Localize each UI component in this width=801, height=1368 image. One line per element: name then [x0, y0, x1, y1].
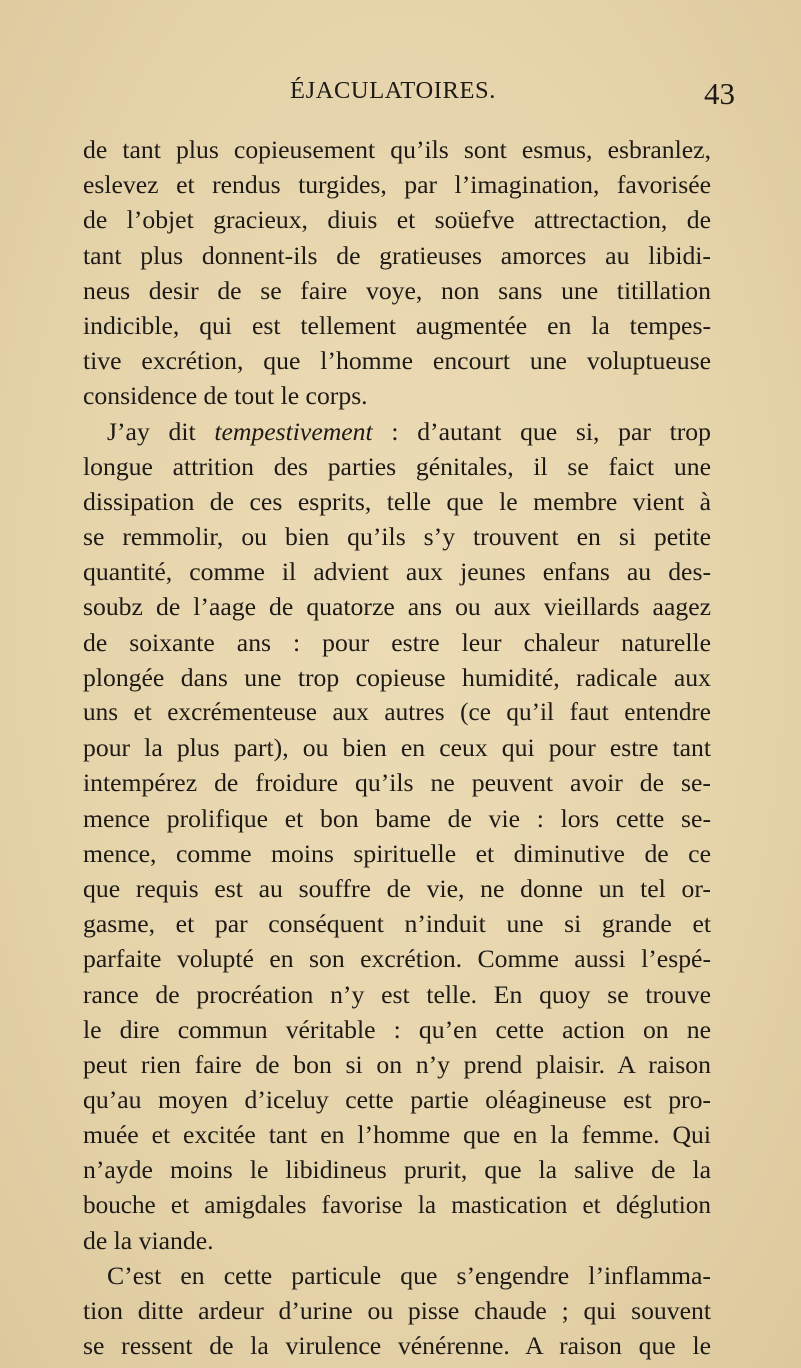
text-line: gasme, et par conséquent n’induit une si grande et — [83, 909, 711, 939]
text-line: peut rien faire de bon si on n’y prend plaisir. A raison — [83, 1049, 711, 1079]
text-line: soubz de l’aage de quatorze ans ou aux vieillards aagez — [83, 592, 711, 622]
text-line: bouche et amigdales favorise la mastication et déglution — [83, 1191, 711, 1219]
text-line: que requis est au souffre de vie, ne donne un tel or- — [83, 873, 711, 903]
text-line: considence de tout le corps. — [83, 381, 368, 411]
text-line: se remmolir, ou bien qu’ils s’y trouvent en si petite — [83, 522, 711, 552]
text-line: n’ayde moins le libidineus prurit, que la salive de la — [83, 1155, 711, 1185]
text-line: tive excrétion, que l’homme encourt une voluptueuse — [83, 346, 711, 376]
text-line: longue attrition des parties génitales, il se faict une — [83, 451, 711, 481]
text-line: de l’objet gracieux, diuis et soüefve attrectaction, de — [83, 205, 711, 235]
text-line: mence, comme moins spirituelle et diminutive de ce — [83, 838, 711, 868]
text-line: de soixante ans : pour estre leur chaleur naturelle — [83, 627, 711, 657]
text-line: uns et excrémenteuse aux autres (ce qu’il faut entendre — [83, 699, 711, 726]
text-line: intempérez de froidure qu’ils ne peuvent avoir de se- — [83, 768, 711, 798]
text-line: tant plus donnent-ils de gratieuses amorces au libidi- — [83, 240, 711, 270]
text-line: rance de procréation n’y est telle. En quoy se trouve — [83, 979, 711, 1009]
page-number: 43 — [704, 76, 735, 111]
chapter-title: ÉJACULATOIRES. — [290, 77, 497, 104]
text-line: pour la plus part), ou bien en ceux qui pour estre tant — [83, 733, 711, 763]
text-segment: J’ay dit — [107, 416, 215, 446]
text-line: se ressent de la virulence vénérenne. A raison que le — [83, 1331, 711, 1361]
text-line: le dire commun véritable : qu’en cette action on ne — [83, 1014, 711, 1044]
text-segment: : d’autant que si, par trop — [372, 416, 711, 446]
text-line: C’est en cette particule que s’engendre l’inflamma- — [107, 1261, 711, 1290]
body-text — [83, 132, 711, 1364]
text-line: parfaite volupté en son excrétion. Comme aussi l’espé- — [83, 944, 711, 974]
italic-term: tempestivement — [214, 416, 373, 446]
text-line-with-italic — [83, 414, 711, 449]
text-line: plongée dans une trop copieuse humidité, radicale aux — [83, 662, 711, 692]
text-line: indicible, qui est tellement augmentée en la tempes- — [83, 310, 711, 340]
text-line: muée et excitée tant en l’homme que en la femme. Qui — [83, 1120, 711, 1150]
text-line: quantité, comme il advient aux jeunes enfans au des- — [83, 557, 711, 587]
running-head — [0, 74, 801, 118]
text-line: qu’au moyen d’iceluy cette partie oléagineuse est pro- — [83, 1085, 711, 1115]
text-line: mence prolifique et bon bame de vie : lors cette se- — [83, 803, 711, 833]
text-line: neus desir de se faire voye, non sans une titillation — [83, 275, 711, 305]
text-line: eslevez et rendus turgides, par l’imagination, favorisée — [83, 170, 711, 200]
text-line: de la viande. — [83, 1225, 214, 1255]
text-line: dissipation de ces esprits, telle que le membre vient à — [83, 486, 711, 516]
text-line: tion ditte ardeur d’urine ou pisse chaude ; qui souvent — [83, 1296, 711, 1326]
text-line: de tant plus copieusement qu’ils sont esmus, esbranlez, — [83, 135, 711, 164]
